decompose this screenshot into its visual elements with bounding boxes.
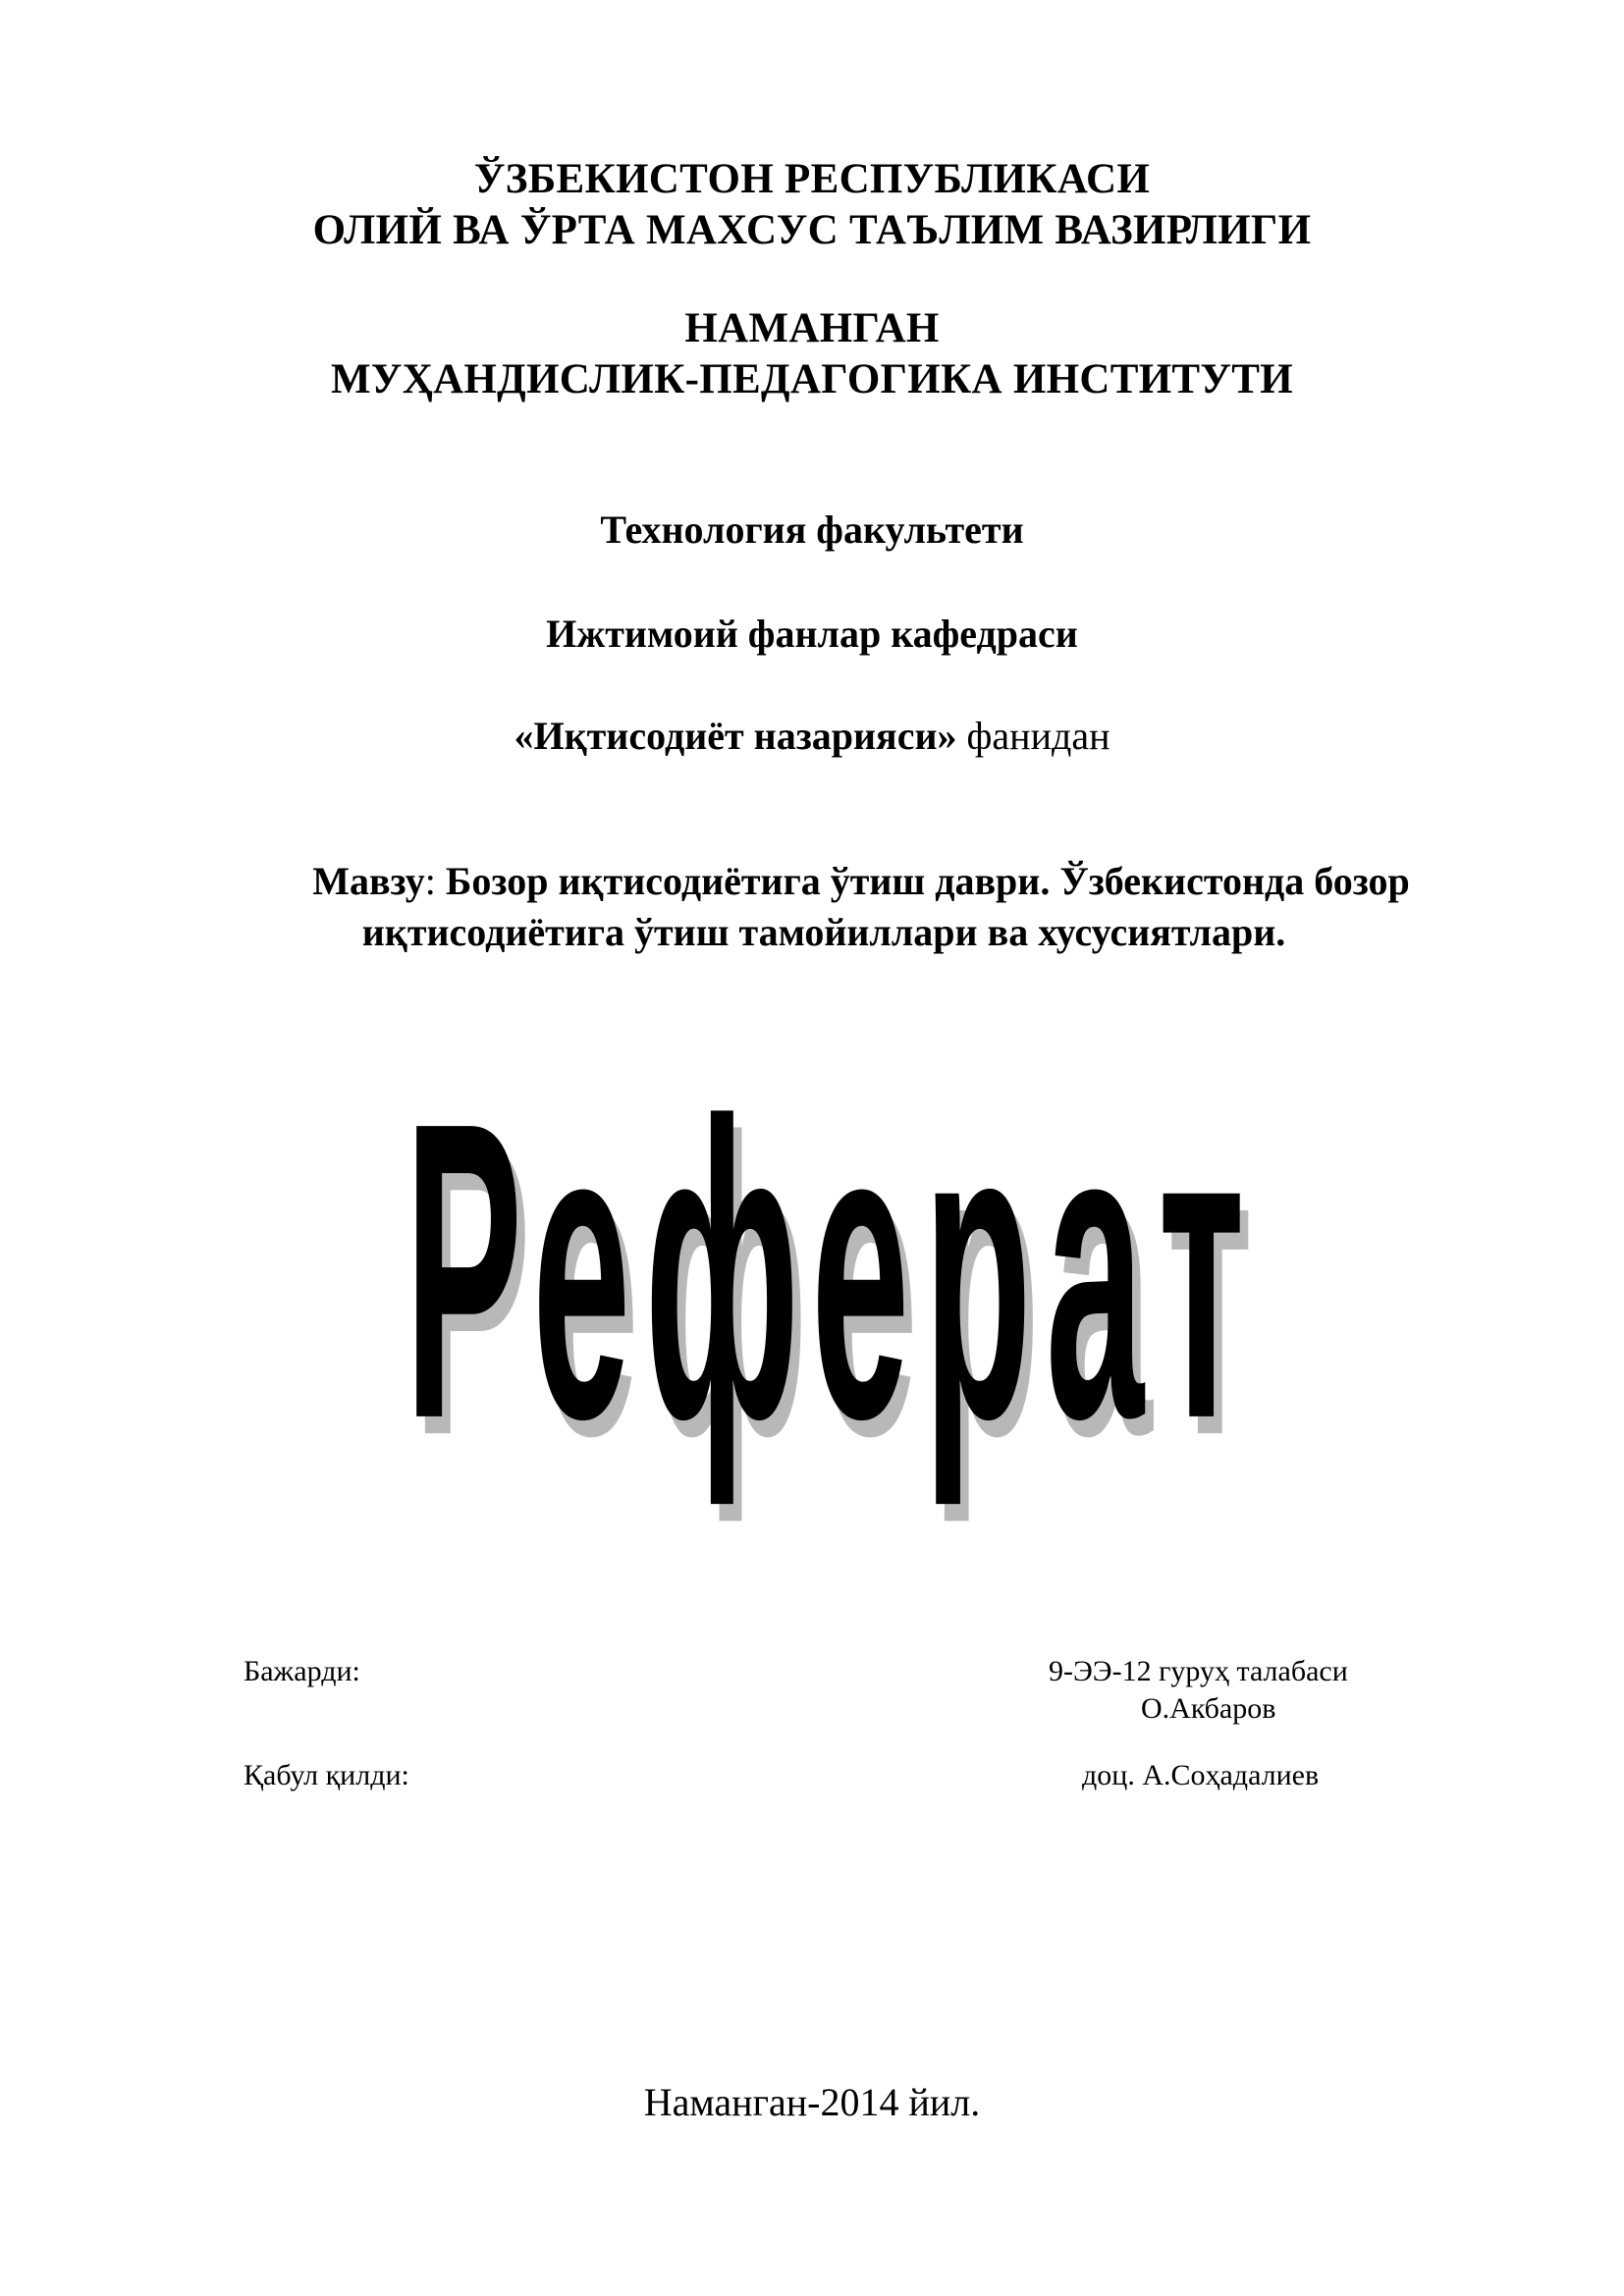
student-name: О.Акбаров	[1141, 1692, 1276, 1725]
footer-city-year: Наманган-2014 йил.	[643, 2080, 981, 2124]
ministry-title: ОЛИЙ ВА ЎРТА МАХСУС ТАЪЛИМ ВАЗИРЛИГИ	[312, 207, 1312, 253]
city-title: НАМАНГАН	[684, 305, 940, 351]
document-type-title: Реферат	[405, 1035, 1259, 1507]
subject-name: «Иқтисодиёт назарияси»	[514, 714, 957, 758]
department-name: Ижтимоий фанлар кафедраси	[546, 612, 1078, 656]
topic-text-1: Бозор иқтисодиётига ўтиш даври. Ўзбекистонда бозор	[445, 859, 1410, 903]
institute-title: МУҲАНДИСЛИК-ПЕДАГОГИКА ИНСТИТУТИ	[330, 356, 1294, 402]
document-type-wrapper	[0, 1035, 1624, 1571]
topic-line-2: иқтисодиётига ўтиш тамойиллари ва хусусиятлари.	[361, 910, 1286, 954]
student-group: 9-ЭЭ-12 гуруҳ талабаси	[1049, 1655, 1348, 1687]
republic-title: ЎЗБЕКИСТОН РЕСПУБЛИКАСИ	[473, 156, 1151, 202]
topic-line-1	[49, 858, 1624, 904]
topic-label: Мавзу	[312, 859, 425, 903]
subject-suffix: фанидан	[956, 714, 1110, 758]
subject-line	[0, 713, 1624, 759]
accepted-by-label: Қабул қилди:	[244, 1759, 409, 1791]
teacher-name: доц. А.Соҳадалиев	[1082, 1759, 1320, 1791]
faculty-name: Технология факультети	[600, 507, 1024, 552]
topic-colon: :	[424, 859, 446, 903]
done-by-label: Бажарди:	[244, 1655, 360, 1687]
